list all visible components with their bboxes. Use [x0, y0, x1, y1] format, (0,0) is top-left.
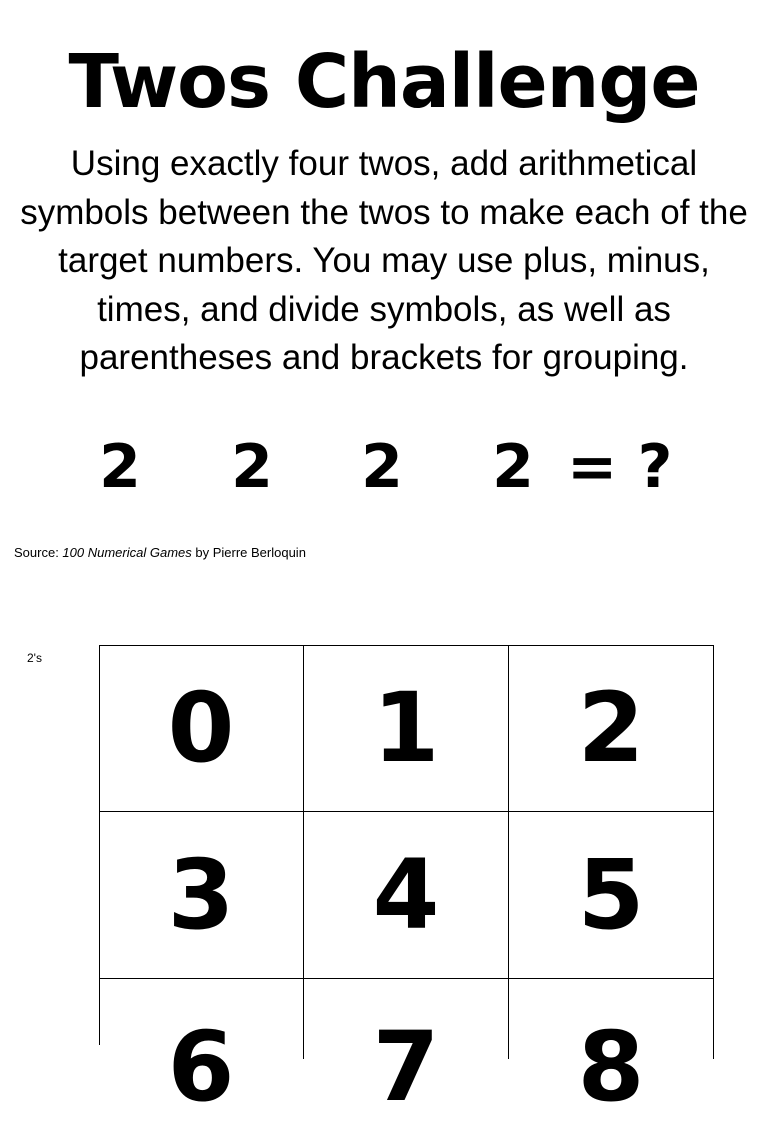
- target-number: 4: [372, 839, 440, 951]
- equation-two: 2: [492, 432, 534, 502]
- equation-question: ?: [637, 432, 673, 502]
- grid-label: 2's: [27, 651, 42, 665]
- page-title: Twos Challenge: [68, 39, 700, 125]
- source-prefix: Source:: [14, 545, 63, 560]
- target-number: 1: [372, 672, 440, 784]
- equation-two: 2: [361, 432, 403, 502]
- target-cell: [509, 645, 714, 812]
- equation-two: 2: [231, 432, 273, 502]
- target-number: 7: [372, 1011, 440, 1123]
- target-cell: [99, 979, 304, 1123]
- equation-two: 2: [99, 432, 141, 502]
- target-number: 5: [577, 839, 645, 951]
- source-book-title: 100 Numerical Games: [62, 545, 192, 560]
- target-number: 0: [167, 672, 235, 784]
- equation-equals: =: [567, 432, 618, 502]
- target-cell: [99, 645, 304, 812]
- instructions-text: Using exactly four twos, add arithmetical symbols between the twos to make each of the target numbers. You may use plus, minus, times, and divide symbols, as well as parentheses and brackets for grouping.: [20, 144, 748, 377]
- target-cell: [304, 812, 509, 979]
- target-number: 8: [577, 1011, 645, 1123]
- target-cell: [304, 979, 509, 1123]
- target-cell: [99, 812, 304, 979]
- source-author: by Pierre Berloquin: [191, 545, 306, 560]
- target-number: 6: [167, 1011, 235, 1123]
- target-cell: [509, 979, 714, 1123]
- target-cell: [304, 645, 509, 812]
- source-citation: [14, 545, 306, 561]
- target-cell: [509, 812, 714, 979]
- target-number: 3: [167, 839, 235, 951]
- target-number: 2: [577, 672, 645, 784]
- target-grid: [99, 645, 714, 1123]
